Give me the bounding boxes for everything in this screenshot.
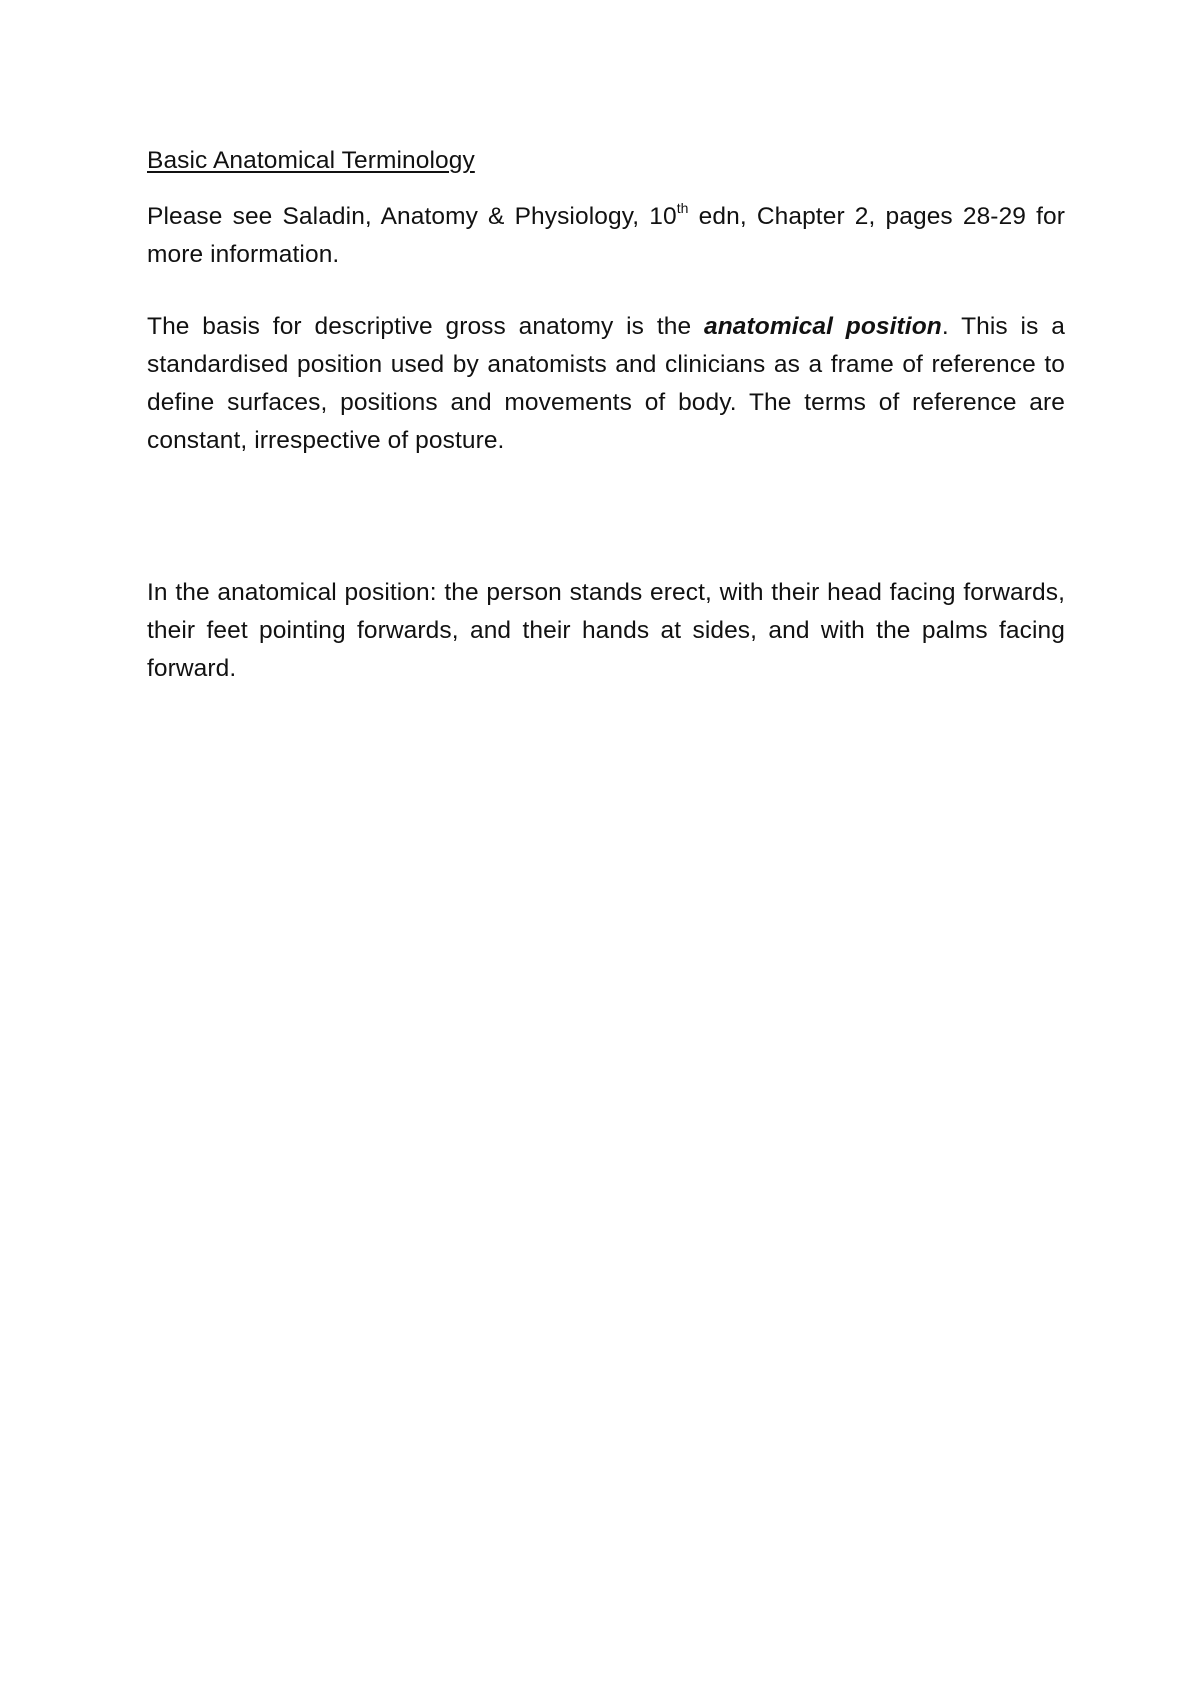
document-title: Basic Anatomical Terminology xyxy=(147,147,475,174)
position-description-paragraph: In the anatomical position: the person stands erect, with their head facing forwards, their feet pointing forwards, and their hands at sides, and with the palms facing forward. xyxy=(147,579,1065,682)
reference-paragraph xyxy=(147,198,1065,274)
anatomical-position-term: anatomical position xyxy=(703,313,942,340)
basis-paragraph xyxy=(147,308,1065,460)
reference-text-before: Please see Saladin, Anatomy & Physiology, 10 xyxy=(147,203,677,230)
basis-text-before: The basis for descriptive gross anatomy is the xyxy=(147,313,704,340)
document-body xyxy=(147,142,1065,688)
reference-text-after: edn, Chapter 2, pages 28-29 for more information. xyxy=(147,203,1065,268)
edition-ordinal-superscript: th xyxy=(676,199,689,216)
basis-text-after: . This is a standardised position used by anatomists and clinicians as a frame of reference to define surfaces, positions and movements of body. The terms of reference are constant, irrespective of posture. xyxy=(147,313,1065,454)
